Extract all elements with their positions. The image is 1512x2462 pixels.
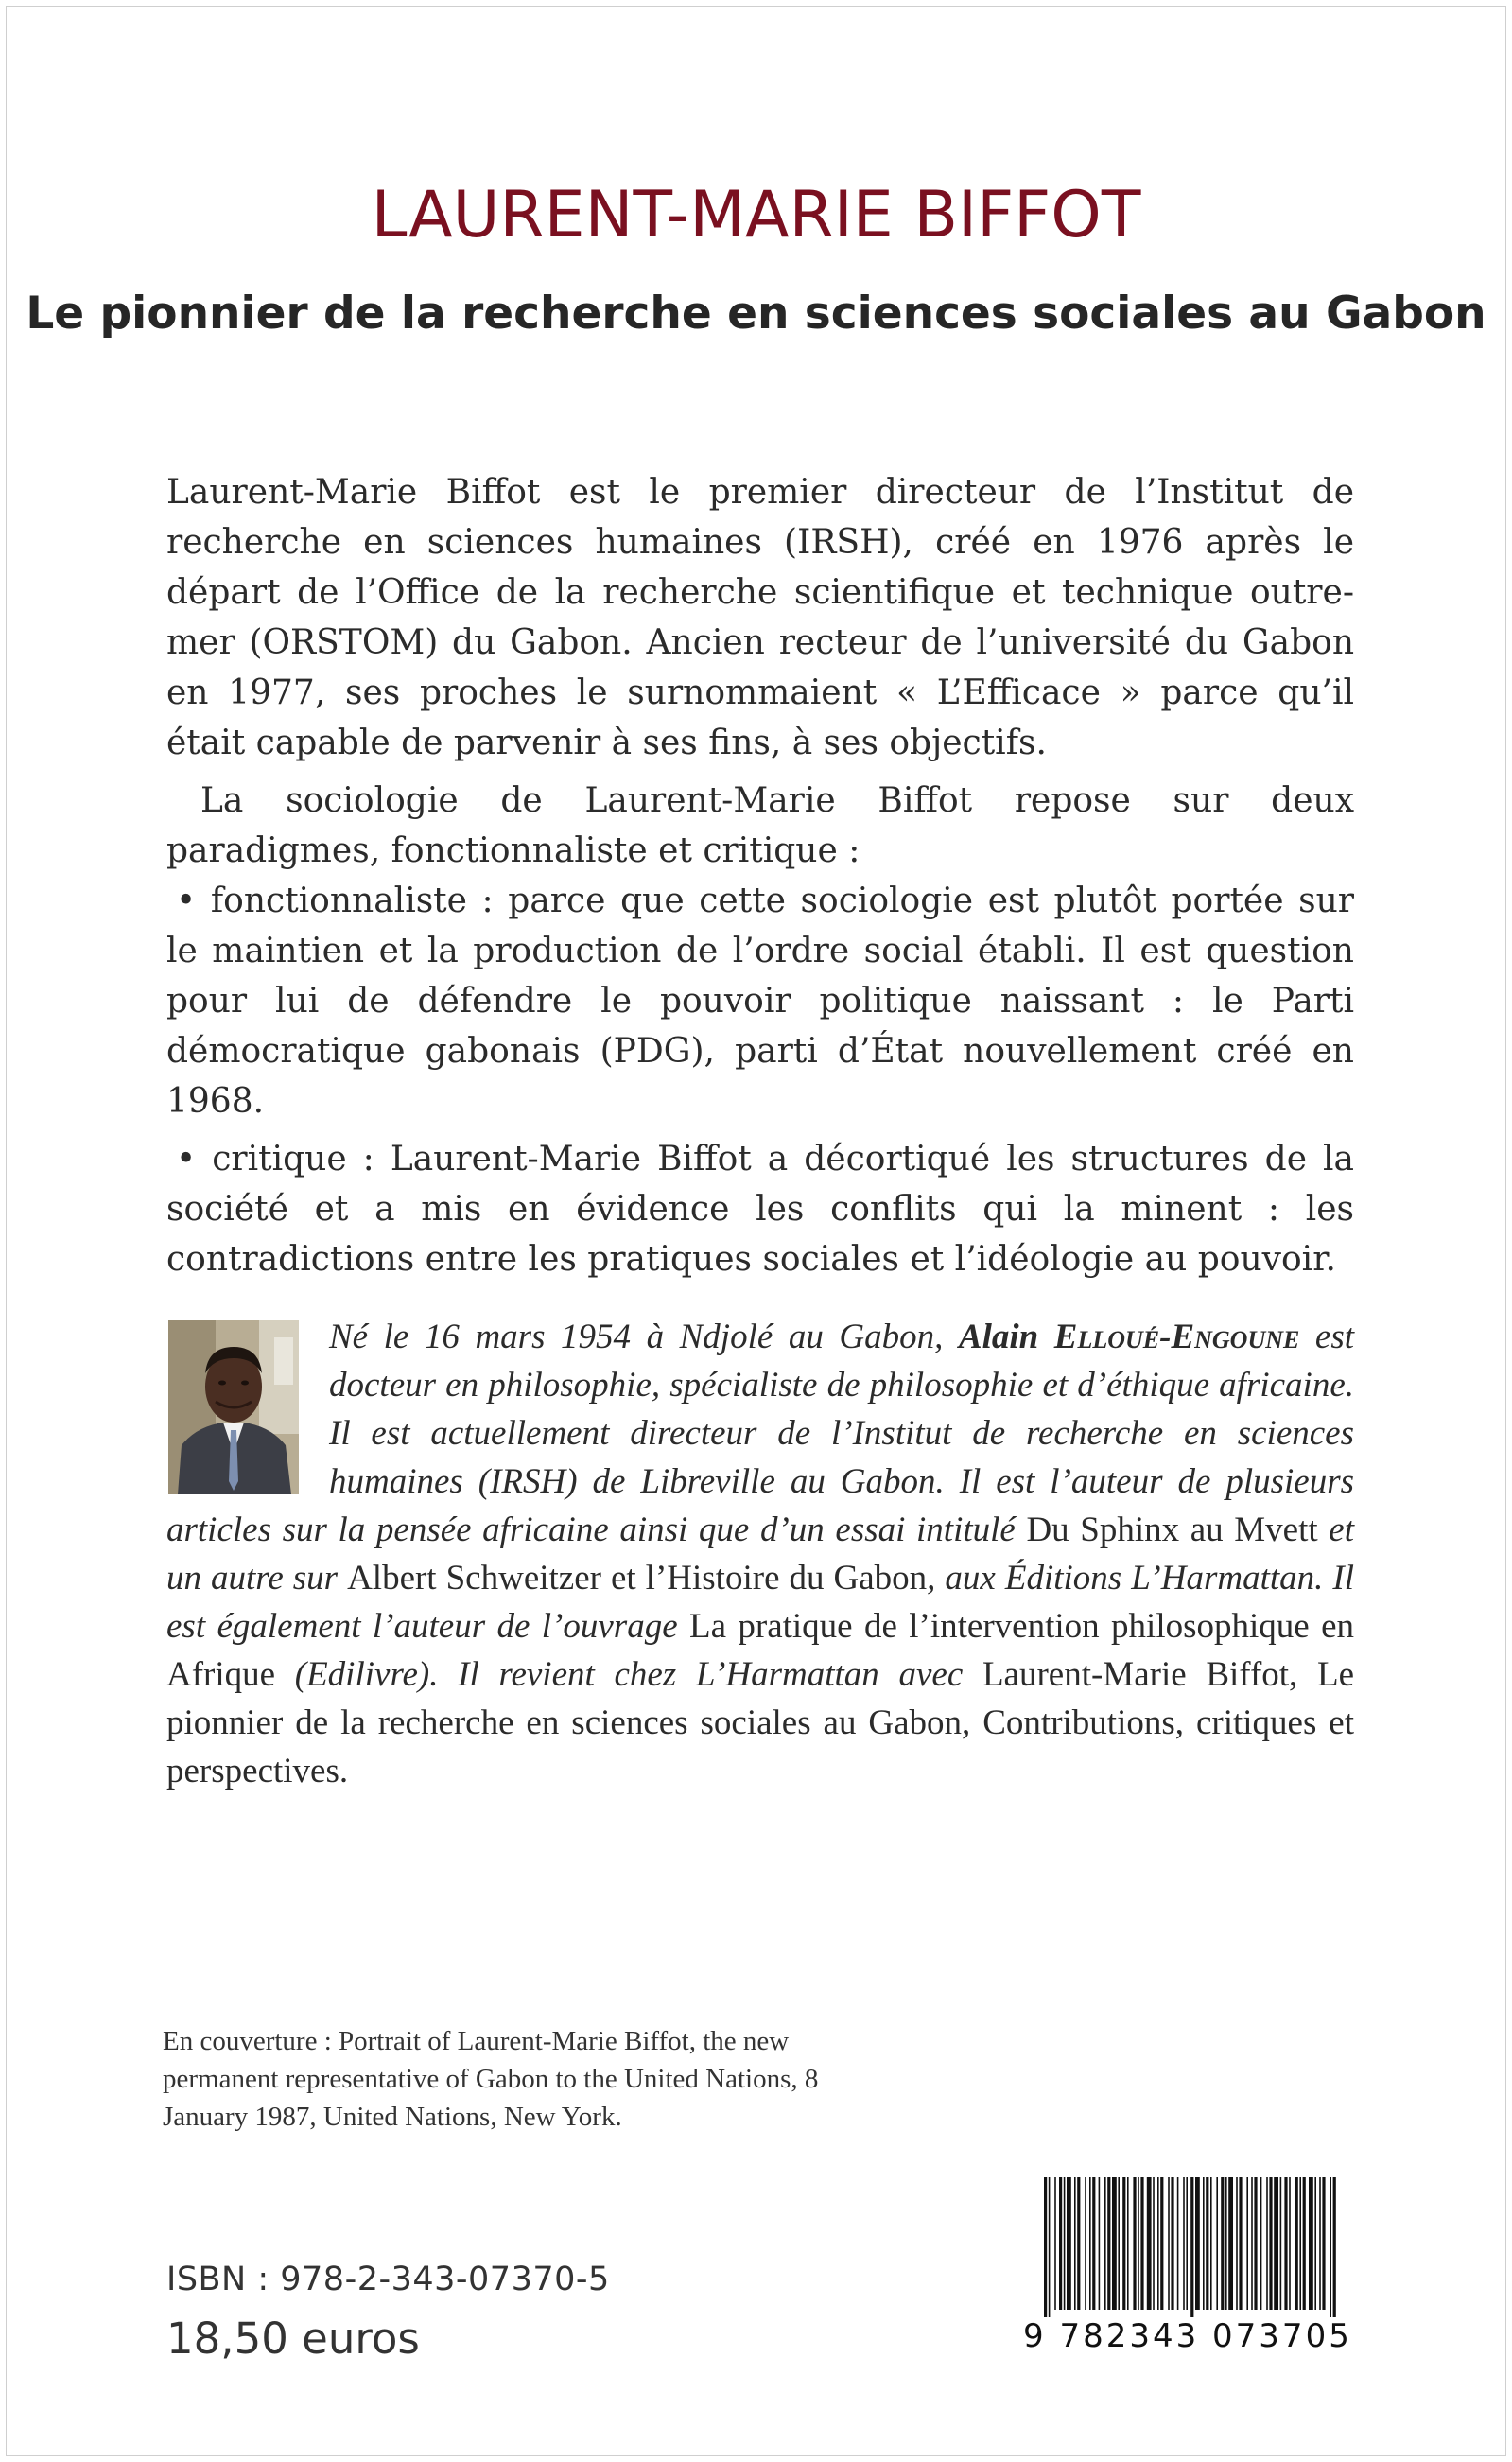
barcode-bar (1059, 2177, 1062, 2310)
barcode-bar (1309, 2177, 1313, 2310)
barcode-bar (1236, 2177, 1238, 2310)
barcode-bar (1183, 2177, 1185, 2310)
barcode-bar (1299, 2177, 1301, 2310)
author-photo (168, 1320, 299, 1494)
barcode-bar (1089, 2177, 1091, 2310)
bio-text-4: , aux Éditions L’Harmattan. Il est également l’auteur de l’ouvrage (166, 1559, 1354, 1646)
bio-text-1: Né le 16 mars 1954 à Ndjolé au Gabon, (329, 1318, 959, 1356)
bullet-item-1-text: fonctionnaliste : parce que cette sociologie est plutôt portée sur le maintien et la production de l’ordre social établi. Il est question pour lui de défendre le pouvoir politique naissant : le Parti démocratique gabonais (PDG), parti d’État nouvellement créé en 1968. (166, 882, 1354, 1121)
barcode-bar (1319, 2177, 1321, 2310)
book-title-2: Albert Schweitzer et l’Histoire du Gabon (347, 1559, 928, 1598)
barcode-bar (1092, 2177, 1095, 2310)
barcode-bar (1133, 2177, 1136, 2310)
barcode-bar (1118, 2177, 1120, 2310)
barcode-bar (1280, 2177, 1282, 2310)
book-title-1: Du Sphinx au Mvett (1026, 1510, 1318, 1549)
bullet-item-2-text: critique : Laurent-Marie Biffot a décortiqué les structures de la société et a mis en évidence les conflits qui la minent : les contradictions entre les pratiques sociales et l’idéologie au pouvoir. (166, 1140, 1354, 1279)
barcode-bar (1322, 2177, 1325, 2310)
price: 18,50 euros (166, 2314, 420, 2364)
barcode-bar (1206, 2177, 1208, 2310)
bio-text-5: (Edilivre). Il revient chez L’Harmattan avec (275, 1655, 982, 1694)
barcode-bar (1168, 2177, 1170, 2310)
barcode-bar (1228, 2177, 1233, 2310)
barcode-bar (1127, 2177, 1129, 2310)
blurb-paragraph-2: La sociologie de Laurent-Marie Biffot repose sur deux paradigmes, fonctionnaliste et critique : (166, 781, 1354, 870)
barcode-bar (1303, 2177, 1306, 2310)
barcode-bar (1177, 2177, 1179, 2310)
barcode-bar (1160, 2177, 1163, 2310)
barcode-bar (1210, 2177, 1212, 2310)
bullet-item-1 (166, 876, 1354, 1126)
barcode-digits: 9 782343 073705 (1023, 2317, 1352, 2355)
barcode-bar (1295, 2177, 1298, 2310)
barcode-bar (1064, 2177, 1066, 2310)
author-portrait-icon (168, 1320, 299, 1494)
barcode-bar (1107, 2177, 1110, 2310)
barcode-bar (1274, 2177, 1278, 2310)
book-title-4: Laurent-Marie Biffot, Le pionnier de la recherche en sciences sociales au Gabon, Contributions, critiques et perspectives. (166, 1655, 1354, 1790)
barcode-bar (1186, 2177, 1188, 2310)
barcode-bar (1266, 2177, 1268, 2310)
barcode-bar (1195, 2177, 1200, 2310)
barcode-bar (1269, 2177, 1272, 2310)
barcode-bar (1157, 2177, 1159, 2310)
barcode-bar (1330, 2177, 1331, 2317)
barcode (1023, 2175, 1352, 2365)
bullet-item-2 (166, 1134, 1354, 1284)
barcode-bar (1067, 2177, 1071, 2310)
barcode-bar (1074, 2177, 1076, 2310)
barcode-bar (1147, 2177, 1152, 2310)
bio-text-2: est docteur en philosophie, spécialiste de philosophie et d’éthique africaine. Il est actuellement directeur de l’Institut de recherche en sciences humaines (IRSH) de Libreville au Gabon. Il est l’auteur de plusieurs articles sur la pensée africaine ainsi que d’un essai intitulé (166, 1318, 1354, 1549)
barcode-bar (1254, 2177, 1257, 2310)
barcode-bar (1190, 2177, 1193, 2317)
book-subtitle: Le pionnier de la recherche en sciences sociales au Gabon (26, 288, 1486, 340)
barcode-bar (1099, 2177, 1101, 2310)
author-bio (166, 1313, 1354, 1795)
barcode-bar (1104, 2177, 1106, 2310)
barcode-bar (1251, 2177, 1253, 2310)
barcode-bar (1333, 2177, 1336, 2317)
book-title-3: La pratique de l’intervention philosophique en Afrique (166, 1607, 1354, 1694)
barcode-bar (1049, 2177, 1051, 2317)
book-title: LAURENT-MARIE BIFFOT (371, 178, 1141, 253)
bullet-icon: • (176, 1140, 197, 1179)
cover-credit: En couverture : Portrait of Laurent-Marie Biffot, the new permanent representative of Gabon to the United Nations, 8 January 1987, United Nations, New York. (163, 2026, 819, 2132)
barcode-bar (1225, 2177, 1227, 2310)
barcode-icon (1023, 2175, 1345, 2317)
barcode-bar (1314, 2177, 1316, 2310)
barcode-bar (1153, 2177, 1155, 2310)
author-last-name: Elloué-Engoune (1053, 1318, 1300, 1356)
barcode-bar (1044, 2177, 1047, 2317)
barcode-bar (1077, 2177, 1080, 2310)
author-first-name: Alain (958, 1318, 1054, 1356)
barcode-bar (1138, 2177, 1139, 2310)
bio-text-3: et un autre sur (166, 1510, 1354, 1598)
barcode-bar (1171, 2177, 1173, 2310)
bullet-icon: • (176, 882, 197, 920)
barcode-bar (1239, 2177, 1242, 2310)
barcode-bar (1112, 2177, 1117, 2310)
isbn: ISBN : 978-2-343-07370-5 (166, 2261, 610, 2298)
barcode-bar (1054, 2177, 1056, 2310)
barcode-bar (1221, 2177, 1224, 2310)
barcode-bar (1284, 2177, 1287, 2310)
barcode-bar (1289, 2177, 1291, 2310)
blurb (166, 467, 1354, 1284)
barcode-bar (1122, 2177, 1125, 2310)
barcode-bar (1260, 2177, 1262, 2310)
barcode-bar (1203, 2177, 1205, 2310)
barcode-bar (1085, 2177, 1086, 2310)
barcode-bar (1216, 2177, 1218, 2310)
barcode-bar (1140, 2177, 1143, 2310)
blurb-paragraph-1: Laurent-Marie Biffot est le premier directeur de l’Institut de recherche en sciences humaines (IRSH), créé en 1976 après le départ de l’Office de la recherche scientifique et technique outre-mer (ORSTOM) du Gabon. Ancien recteur de l’université du Gabon en 1977, ses proches le surnommaient « L’Efficace » parce qu’il était capable de parvenir à ses fins, à ses objectifs. (166, 473, 1354, 762)
barcode-bar (1246, 2177, 1248, 2310)
